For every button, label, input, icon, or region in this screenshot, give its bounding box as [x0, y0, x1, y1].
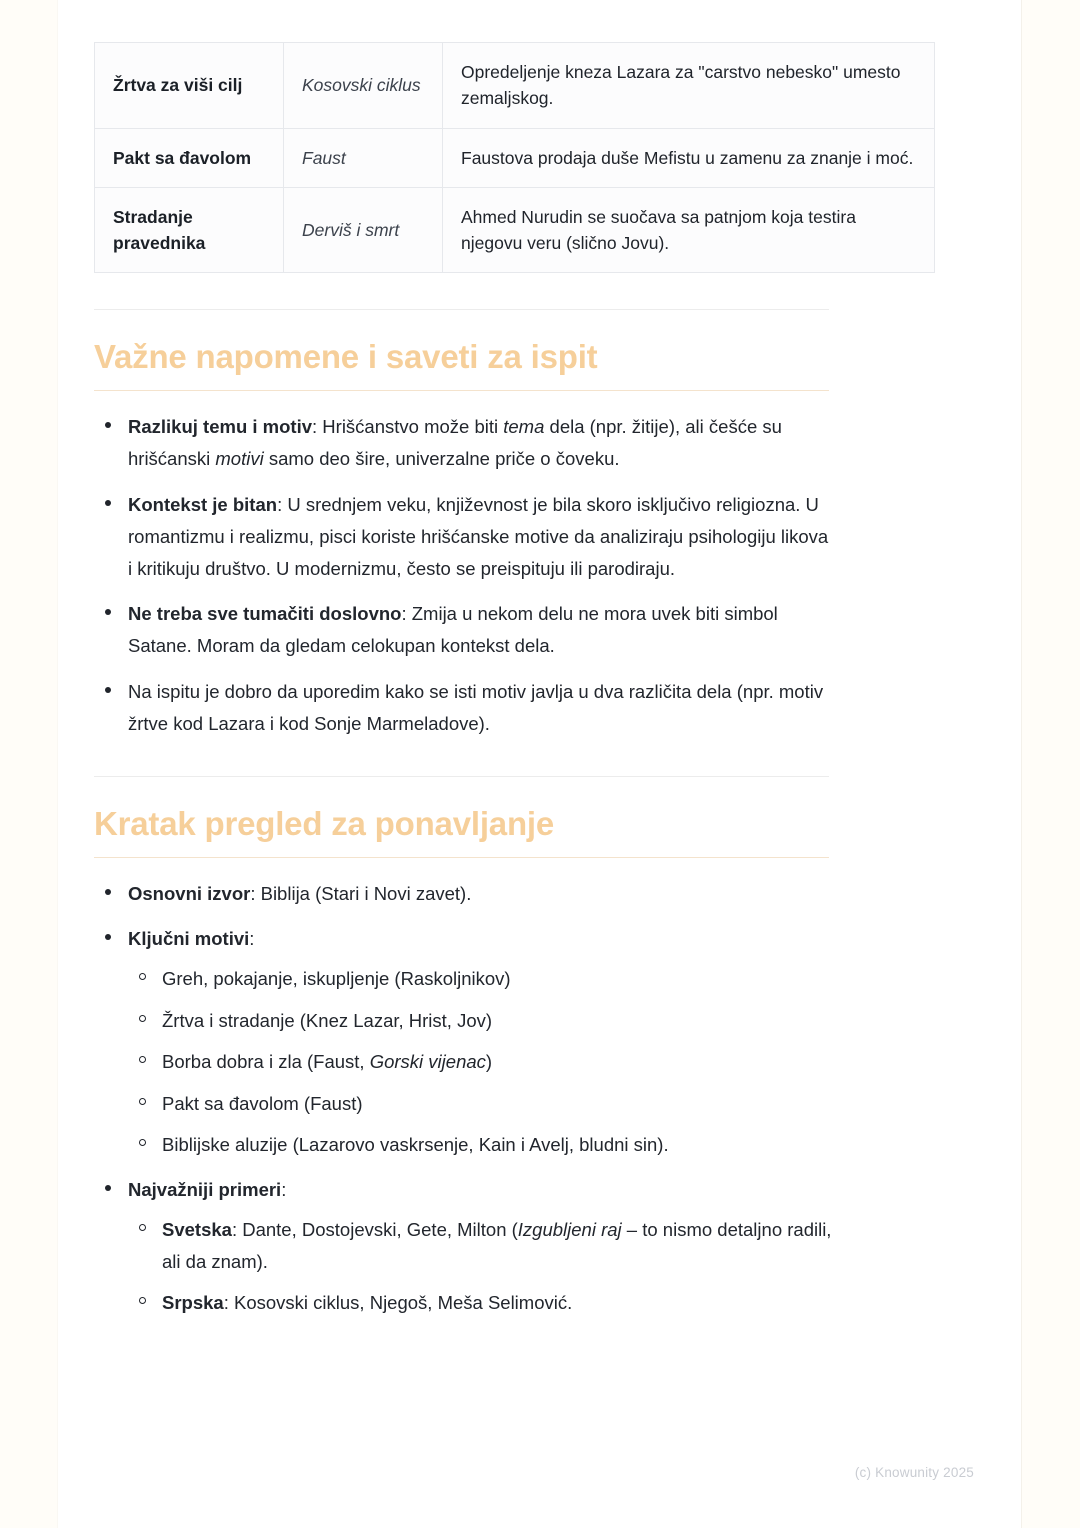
list-item [128, 1005, 834, 1036]
summary-examples-list [128, 1214, 834, 1318]
list-item-lead: Kontekst je bitan [128, 493, 278, 515]
table-row [95, 128, 935, 187]
page-content [94, 0, 914, 1333]
example-text-pre: : Kosovski ciklus, Njegoš, Meša Selimović. [223, 1292, 573, 1314]
list-item-text-3: samo deo šire, univerzalne priče o čoveku. [263, 448, 620, 470]
watermark: (c) Knowunity 2025 [854, 1465, 974, 1480]
list-item-lead: Razlikuj temu i motiv [128, 416, 313, 438]
list-item-text: : Zmija u nekom delu ne mora uvek biti simbol Satane. Moram da gledam celokupan kontekst dela. [128, 603, 778, 657]
list-item-text: : Hrišćanstvo može biti [312, 416, 504, 438]
example-text-pre: : Dante, Dostojevski, Gete, Milton ( [231, 1219, 518, 1241]
table-cell-theme: Žrtva za viši cilj [95, 43, 284, 129]
table-cell-description: Opredeljenje kneza Lazara za "carstvo nebesko" umesto zemaljskog. [443, 43, 935, 129]
table-cell-theme: Stradanje pravednika [95, 187, 284, 273]
section-title-summary: Kratak pregled za ponavljanje [94, 804, 555, 842]
motif-text: Greh, pokajanje, iskupljenje (Raskoljnikov) [162, 968, 511, 990]
document-page [58, 0, 1030, 1528]
table-row [95, 187, 935, 273]
list-item [128, 1129, 834, 1160]
notes-list [94, 411, 834, 739]
table-cell-work: Kosovski ciklus [284, 43, 443, 129]
page-right-margin [1022, 0, 1080, 1528]
list-item [94, 676, 834, 740]
summary-source-text: : Biblija (Stari i Novi zavet). [250, 882, 472, 904]
motif-text-post: ) [485, 1051, 493, 1073]
example-text-post: – to nismo detaljno radili, ali da znam). [162, 1219, 832, 1272]
list-item [94, 923, 834, 1160]
list-item [128, 1046, 834, 1077]
motif-text-pre: Borba dobra i zla (Faust, [162, 1051, 370, 1073]
list-item [94, 878, 834, 910]
list-item-italic: tema [503, 416, 545, 438]
table-cell-description: Faustova prodaja duše Mefistu u zamenu za znanje i moć. [443, 128, 935, 187]
section-title-notes: Važne napomene i saveti za ispit [94, 338, 598, 376]
section-divider [94, 776, 829, 777]
example-text-italic: Izgubljeni raj [517, 1219, 622, 1241]
list-item [94, 1174, 834, 1318]
motif-text: Biblijske aluzije (Lazarovo vaskrsenje, Kain i Avelj, bludni sin). [162, 1133, 669, 1155]
list-item [128, 1287, 834, 1318]
list-item [94, 411, 834, 475]
list-item-italic-2: motivi [215, 448, 264, 470]
list-item-lead: Ne treba sve tumačiti doslovno [128, 603, 402, 625]
summary-motifs-list [128, 963, 834, 1160]
list-item [128, 963, 834, 994]
example-label: Srpska [162, 1292, 224, 1314]
example-label: Svetska [162, 1219, 232, 1241]
summary-source-label: Osnovni izvor [128, 882, 251, 904]
list-item [128, 1088, 834, 1119]
motif-text-italic: Gorski vijenac [369, 1051, 486, 1073]
list-item-text: : U srednjem veku, književnost je bila skoro isključivo religiozna. U romantizmu i realizmu, pisci koriste hrišćanske motive da analiziraju psihologiju likova i kritikuju društvo. U modernizmu, često se preispituju ili parodiraju. [128, 493, 829, 579]
summary-motifs-label: Ključni motivi [128, 928, 250, 950]
list-item [94, 489, 834, 584]
table-cell-work: Faust [284, 128, 443, 187]
motif-text: Pakt sa đavolom (Faust) [162, 1092, 363, 1114]
table-row [95, 43, 935, 129]
motif-table [94, 42, 935, 273]
list-item-text: Na ispitu je dobro da uporedim kako se isti motiv javlja u dva različita dela (npr. motiv žrtve kod Lazara i kod Sonje Marmeladove). [128, 680, 824, 734]
title-underline [94, 390, 829, 391]
list-item-text-2: dela (npr. žitije), ali češće su hrišćanski [128, 416, 782, 470]
summary-motifs-colon: : [249, 928, 255, 950]
summary-examples-colon: : [281, 1179, 287, 1201]
summary-list [94, 878, 834, 1319]
title-underline [94, 857, 829, 858]
list-item [94, 598, 834, 662]
summary-examples-label: Najvažniji primeri [128, 1179, 282, 1201]
section-divider [94, 309, 829, 310]
table-cell-description: Ahmed Nurudin se suočava sa patnjom koja testira njegovu veru (slično Jovu). [443, 187, 935, 273]
motif-text: Žrtva i stradanje (Knez Lazar, Hrist, Jov) [162, 1009, 493, 1031]
table-cell-theme: Pakt sa đavolom [95, 128, 284, 187]
list-item [128, 1214, 834, 1277]
table-cell-work: Derviš i smrt [284, 187, 443, 273]
page-edge-line [1021, 0, 1022, 1528]
